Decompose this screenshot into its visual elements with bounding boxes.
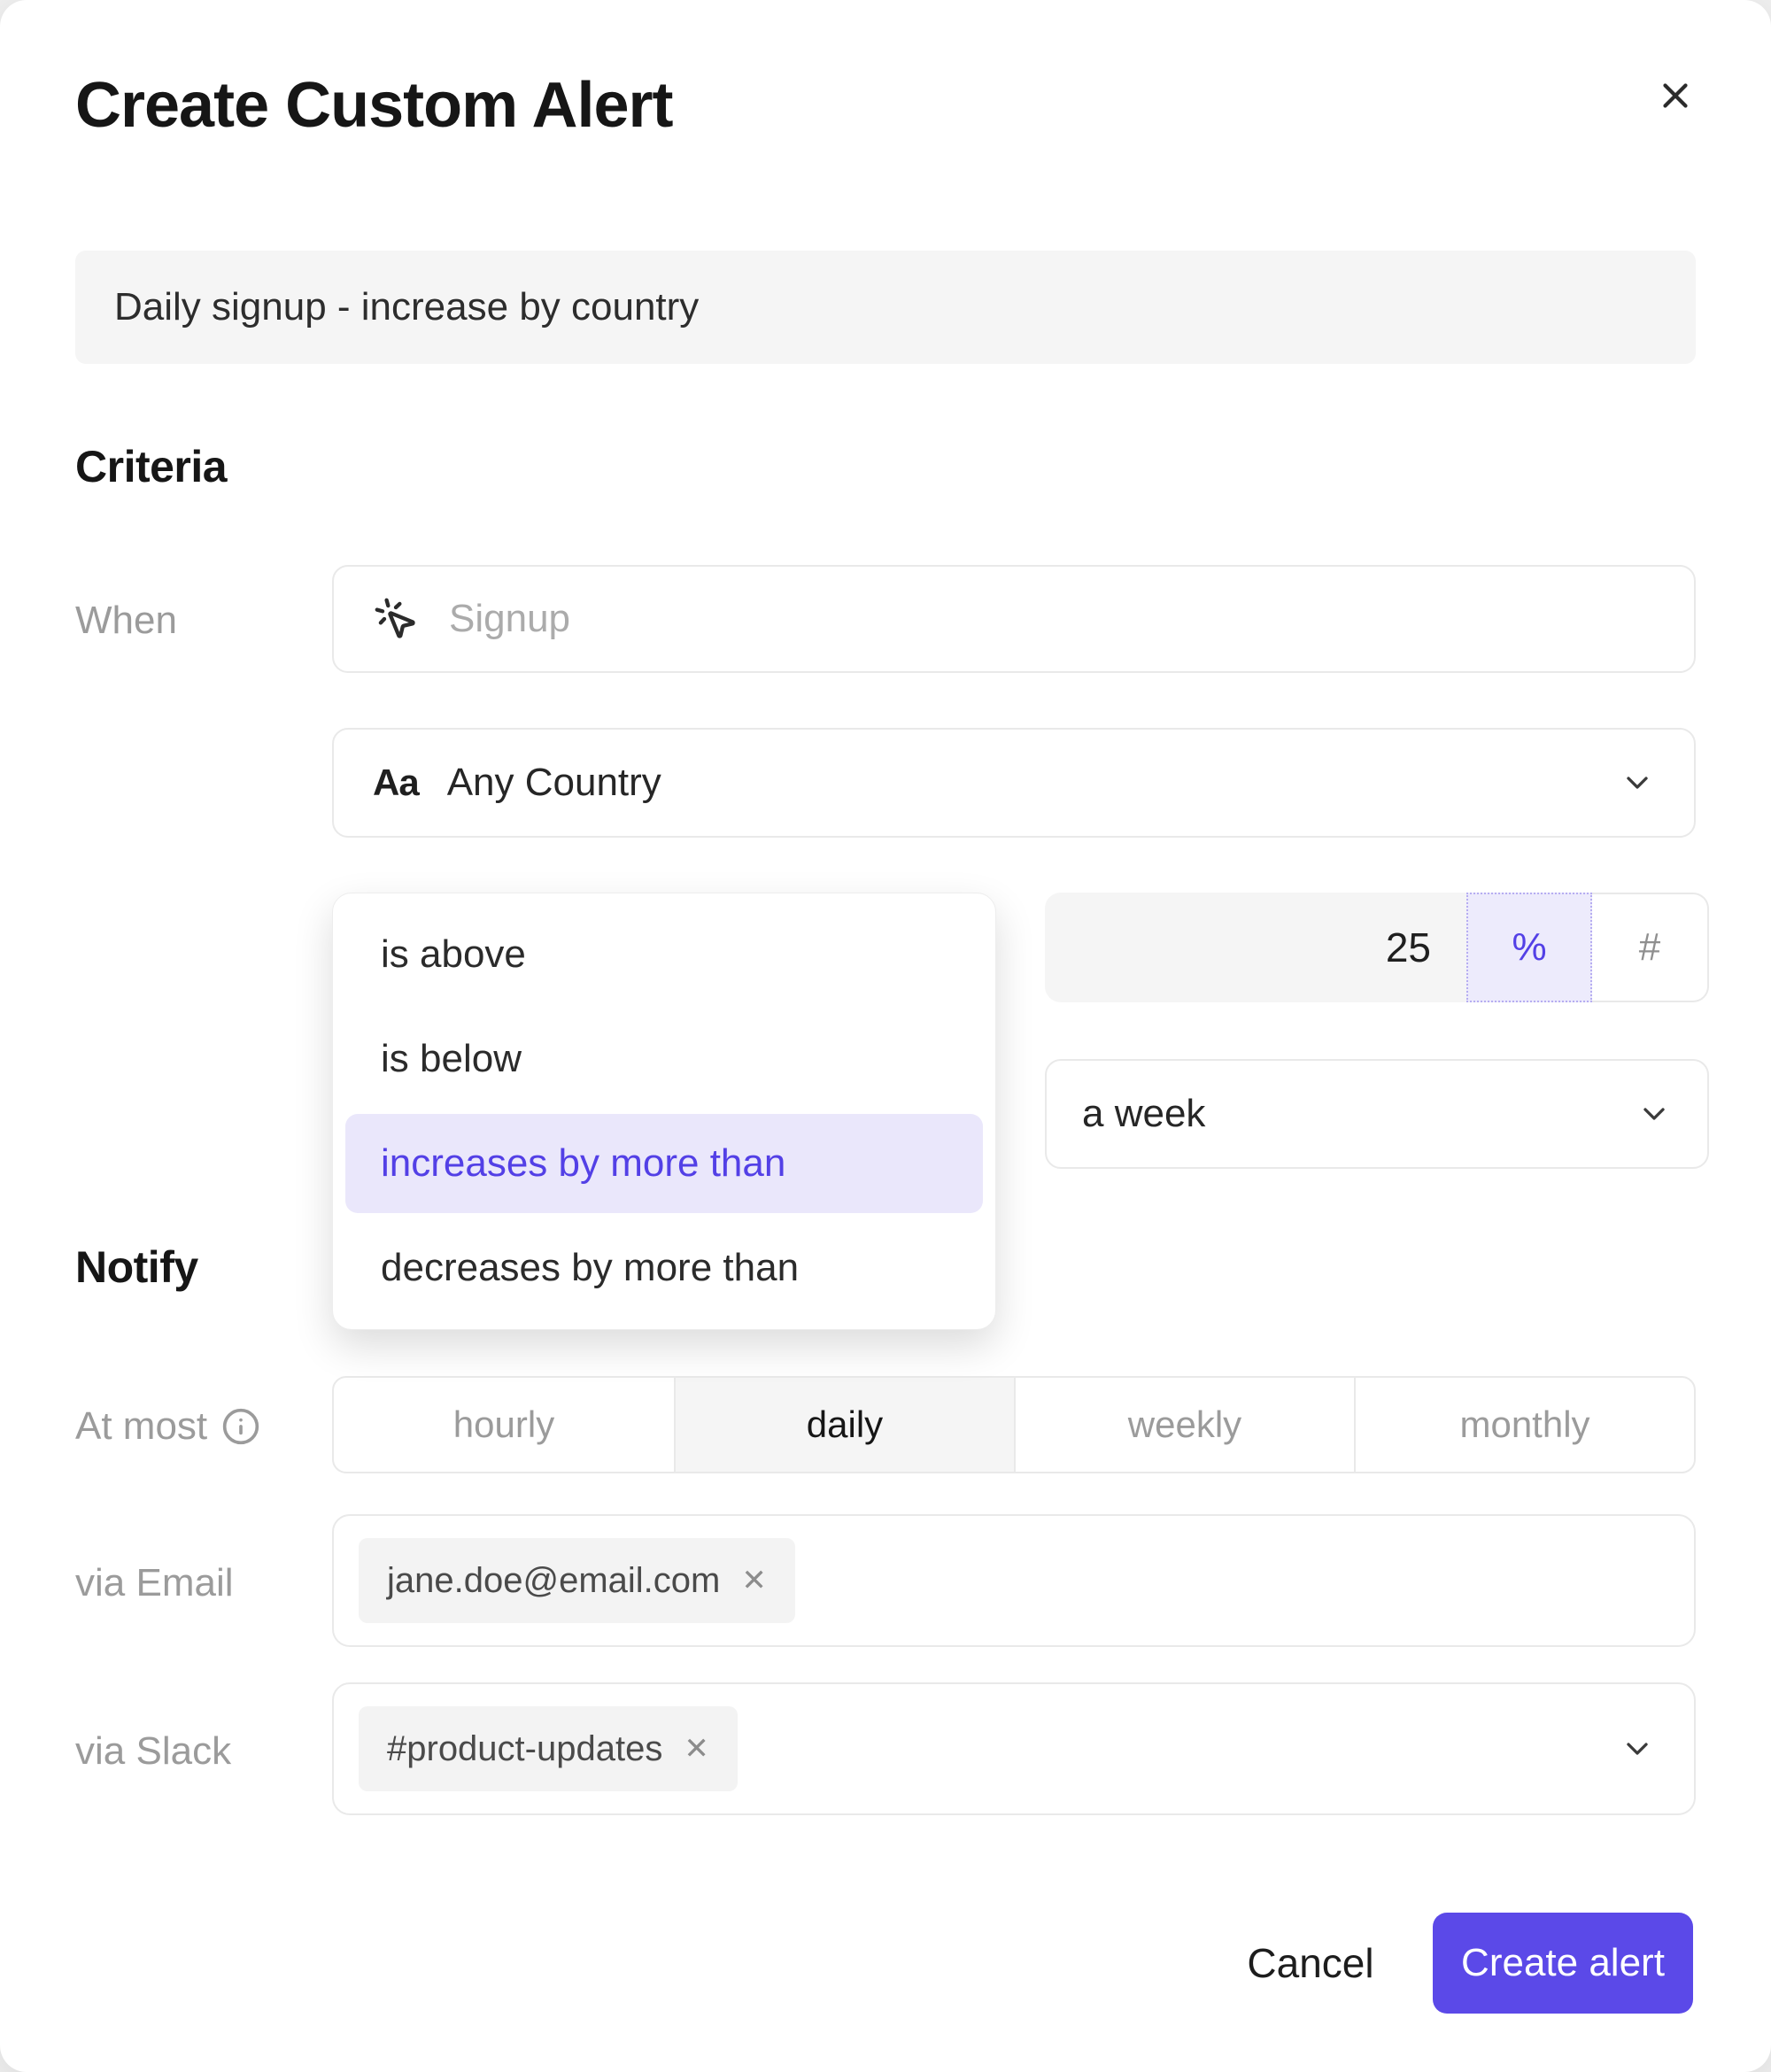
modal-title: Create Custom Alert <box>75 70 673 141</box>
frequency-option-weekly[interactable]: weekly <box>1014 1378 1354 1472</box>
when-label: When <box>75 599 177 642</box>
email-chip <box>359 1538 795 1623</box>
cancel-button[interactable]: Cancel <box>1222 1913 1399 2014</box>
close-icon <box>1655 75 1696 116</box>
country-select[interactable] <box>332 728 1696 838</box>
percent-unit-button[interactable]: % <box>1466 893 1592 1002</box>
criteria-heading: Criteria <box>75 442 228 491</box>
frequency-segmented-control <box>332 1376 1696 1473</box>
create-alert-button[interactable]: Create alert <box>1433 1913 1693 2014</box>
event-placeholder: Signup <box>449 597 571 640</box>
condition-dropdown-menu <box>332 893 996 1330</box>
via-slack-label: via Slack <box>75 1729 232 1773</box>
email-chip-text: jane.doe@email.com <box>387 1560 721 1600</box>
frequency-option-daily[interactable]: daily <box>674 1378 1014 1472</box>
close-button[interactable] <box>1643 64 1707 128</box>
menu-item-decreases-by-more-than[interactable]: decreases by more than <box>381 1246 800 1289</box>
email-input[interactable] <box>332 1514 1696 1647</box>
chevron-down-icon <box>1620 765 1655 800</box>
period-select-value: a week <box>1082 1092 1206 1135</box>
at-most-text: At most <box>75 1404 208 1448</box>
text-format-icon: Aa <box>373 762 419 803</box>
chevron-down-icon <box>1636 1096 1672 1132</box>
via-email-label: via Email <box>75 1561 234 1604</box>
slack-chip <box>359 1706 738 1791</box>
event-input[interactable] <box>332 565 1696 673</box>
notify-heading: Notify <box>75 1242 198 1292</box>
period-select[interactable] <box>1045 1059 1709 1169</box>
slack-chip-text: #product-updates <box>387 1728 663 1768</box>
menu-item-is-above[interactable]: is above <box>381 932 526 976</box>
info-icon[interactable] <box>221 1407 260 1446</box>
alert-name-value: Daily signup - increase by country <box>114 285 700 329</box>
country-select-value: Any Country <box>446 761 661 804</box>
threshold-value-input[interactable]: 25 <box>1045 893 1466 1002</box>
alert-name-input[interactable] <box>75 251 1696 364</box>
at-most-label <box>75 1404 260 1449</box>
slack-input[interactable] <box>332 1682 1696 1815</box>
threshold-group <box>1045 893 1709 1002</box>
number-unit-button[interactable]: # <box>1592 893 1709 1002</box>
remove-email-icon[interactable]: ✕ <box>741 1564 767 1597</box>
frequency-option-monthly[interactable]: monthly <box>1354 1378 1694 1472</box>
chevron-down-icon <box>1620 1731 1655 1767</box>
cursor-click-icon <box>373 596 419 642</box>
menu-item-is-below[interactable]: is below <box>381 1037 522 1080</box>
remove-slack-icon[interactable]: ✕ <box>684 1732 709 1766</box>
frequency-option-hourly[interactable]: hourly <box>452 1403 555 1445</box>
menu-item-increases-by-more-than[interactable]: increases by more than <box>345 1114 983 1213</box>
